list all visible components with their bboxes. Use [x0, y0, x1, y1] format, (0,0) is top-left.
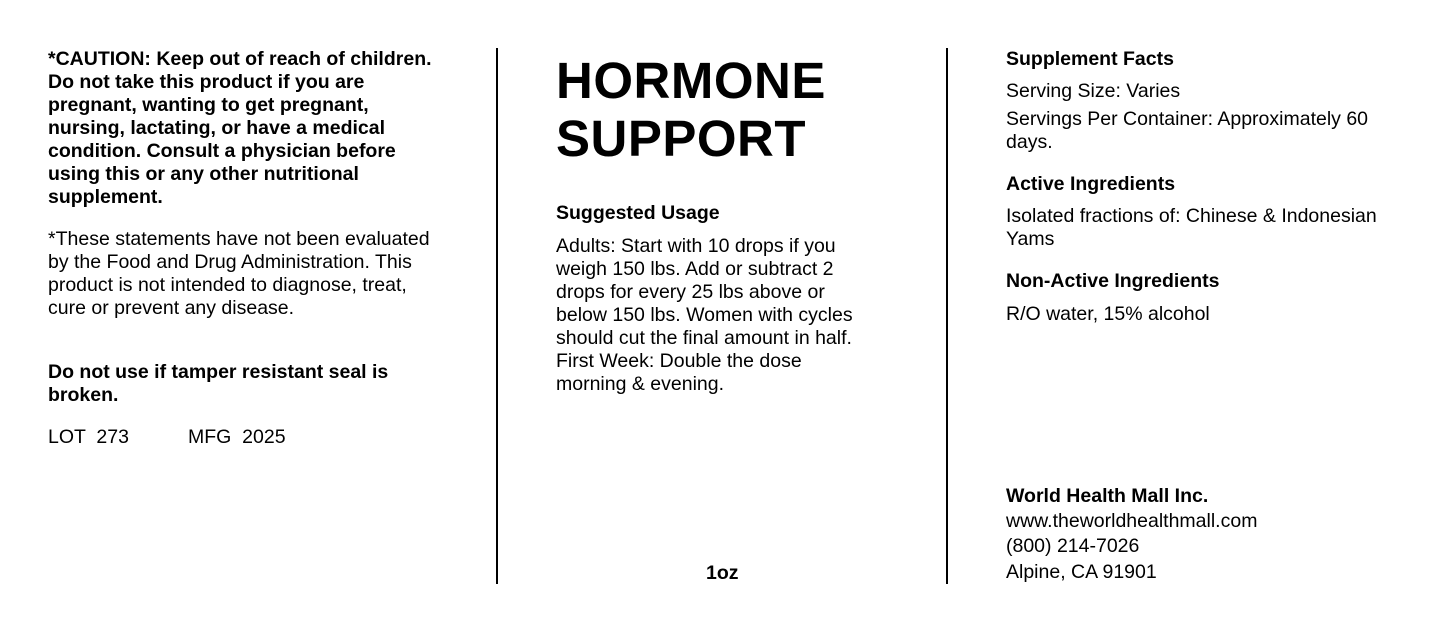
non-active-ingredients-heading: Non-Active Ingredients — [1006, 270, 1220, 292]
serving-size: Serving Size: Varies — [1006, 80, 1181, 102]
company-website: www.theworldhealthmall.com — [1006, 510, 1258, 532]
net-size: 1oz — [706, 562, 739, 584]
company-address: Alpine, CA 91901 — [1006, 561, 1157, 583]
lot-number: LOT 273 — [48, 426, 129, 448]
usage-line: Adults: Start with 10 drops if you — [556, 235, 836, 257]
usage-line: below 150 lbs. Women with cycles — [556, 304, 853, 326]
divider-left — [496, 48, 498, 584]
usage-line: drops for every 25 lbs above or — [556, 281, 825, 303]
servings-per-container: Servings Per Container: Approximately 60 days. — [1006, 108, 1369, 153]
mfg-year: MFG 2025 — [188, 426, 286, 448]
usage-line: morning & evening. — [556, 373, 725, 395]
usage-instructions — [556, 235, 896, 396]
tamper-warning: Do not use if tamper resistant seal is broken. — [48, 361, 389, 406]
company-phone: (800) 214-7026 — [1006, 535, 1140, 557]
non-active-ingredients-text: R/O water, 15% alcohol — [1006, 303, 1210, 325]
usage-heading: Suggested Usage — [556, 202, 720, 224]
caution-warning: *CAUTION: Keep out of reach of children. Do not take this product if you are pregnant, wanting to get pregnant, nursing, lactating, or have a medical condition. Consult a physician before using this or any other nutritional supplement. — [48, 48, 432, 208]
fda-disclaimer: *These statements have not been evaluated by the Food and Drug Administration. This product is not intended to diagnose, treat, cure or prevent any disease. — [48, 228, 430, 319]
supplement-facts-heading: Supplement Facts — [1006, 48, 1174, 70]
product-title-line1: HORMONE — [556, 52, 826, 109]
product-title-line2: SUPPORT — [556, 110, 807, 167]
active-ingredients-text: Isolated fractions of: Chinese & Indonesian Yams — [1006, 205, 1377, 250]
usage-line: First Week: Double the dose — [556, 350, 802, 372]
active-ingredients-heading: Active Ingredients — [1006, 173, 1176, 195]
company-name: World Health Mall Inc. — [1006, 485, 1209, 507]
usage-line: weigh 150 lbs. Add or subtract 2 — [556, 258, 834, 280]
product-title — [556, 52, 896, 168]
lot-mfg-row — [48, 426, 438, 449]
divider-right — [946, 48, 948, 584]
usage-line: should cut the final amount in half. — [556, 327, 852, 349]
